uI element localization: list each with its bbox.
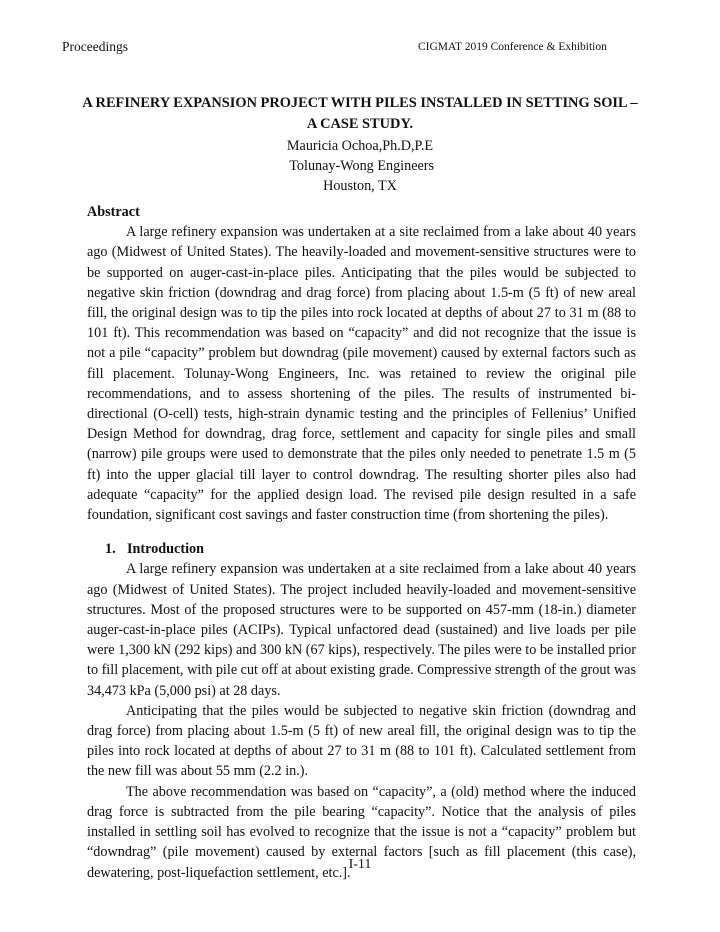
- intro-paragraph-2: Anticipating that the piles would be subjected to negative skin friction (downdrag and drag force) from placing about 1.5-m (5 ft) of new areal fill, the original design was to tip the piles into rock located at depths of about 27 to 31 m (88 to 101 ft). Calculated settlement from the new fill was about 55 mm (2.2 in.).: [87, 702, 636, 780]
- body-content: [87, 202, 636, 883]
- abstract-paragraph: A large refinery expansion was undertaken at a site reclaimed from a lake about 40 years ago (Midwest of United States). The heavily-loaded and movement-sensitive structures were to be supported on auger-cast-in-place piles. Anticipating that the piles would be subjected to negative skin friction (downdrag and drag force) from placing about 1.5-m (5 ft) of new areal fill, the original design was to tip the piles into rock located at depths of about 27 to 31 m (88 to 101 ft). This recommendation was based on “capacity” and did not recognize that the issue is not a pile “capacity” problem but downdrag (pile movement) caused by external factors such as fill placement. Tolunay-Wong Engineers, Inc. was retained to review the original pile recommendations, and to assess shortening of the piles. The results of instrumented bi-directional (O-cell) tests, high-strain dynamic testing and the principles of Fellenius’ Unified Design Method for downdrag, drag force, settlement and capacity for single piles and small (narrow) pile groups were used to demonstrate that the piles only needed to penetrate 1.5 m (5 ft) into the upper glacial till layer to control downdrag. The resulting shorter piles also had adequate “capacity” for the applied design load. The revised pile design resulted in a safe foundation, significant cost savings and faster construction time (from shortening the piles).: [87, 224, 636, 524]
- title-line-1: A REFINERY EXPANSION PROJECT WITH PILES INSTALLED IN SETTING SOIL –: [82, 95, 638, 111]
- running-header-right: CIGMAT 2019 Conference & Exhibition: [418, 41, 607, 53]
- intro-paragraph-3: The above recommendation was based on “capacity”, a (old) method where the induced drag force is subtracted from the pile bearing “capacity”. Notice that the analysis of piles installed in settling soil has evolved to recognize that the issue is not a “capacity” problem but “downdrag” (pile movement) caused by external factors [such as fill placement (this case), dewatering, post-liquefaction settlement, etc.].: [87, 783, 636, 881]
- author-location: Houston, TX: [323, 178, 397, 194]
- paper-title: [60, 93, 660, 135]
- intro-paragraph-1: A large refinery expansion was undertaken at a site reclaimed from a lake about 40 years ago (Midwest of United States). The project included heavily-loaded and movement-sensitive structures. Most of the proposed structures were to be supported on 457-mm (18-in.) diameter auger-cast-in-place piles (ACIPs). Typical unfactored dead (sustained) and live loads per pile were 1,300 kN (292 kips) and 300 kN (67 kips), respectively. The piles were to be installed prior to fill placement, with pile cut off at about existing grade. Compressive strength of the grout was 34,473 kPa (5,000 psi) at 28 days.: [87, 561, 636, 699]
- author-affiliation: Tolunay-Wong Engineers: [285, 158, 435, 174]
- title-line-2: A CASE STUDY.: [306, 116, 414, 132]
- section-number: 1.: [105, 541, 116, 558]
- author-name: Mauricia Ochoa,Ph.D,P.E: [286, 138, 434, 154]
- running-header-left: Proceedings: [62, 39, 128, 54]
- section-title: Introduction: [127, 541, 204, 558]
- section-heading-introduction: [105, 539, 636, 559]
- page-number: I-11: [348, 857, 372, 872]
- author-block: [60, 136, 660, 196]
- abstract-heading: Abstract: [87, 204, 140, 220]
